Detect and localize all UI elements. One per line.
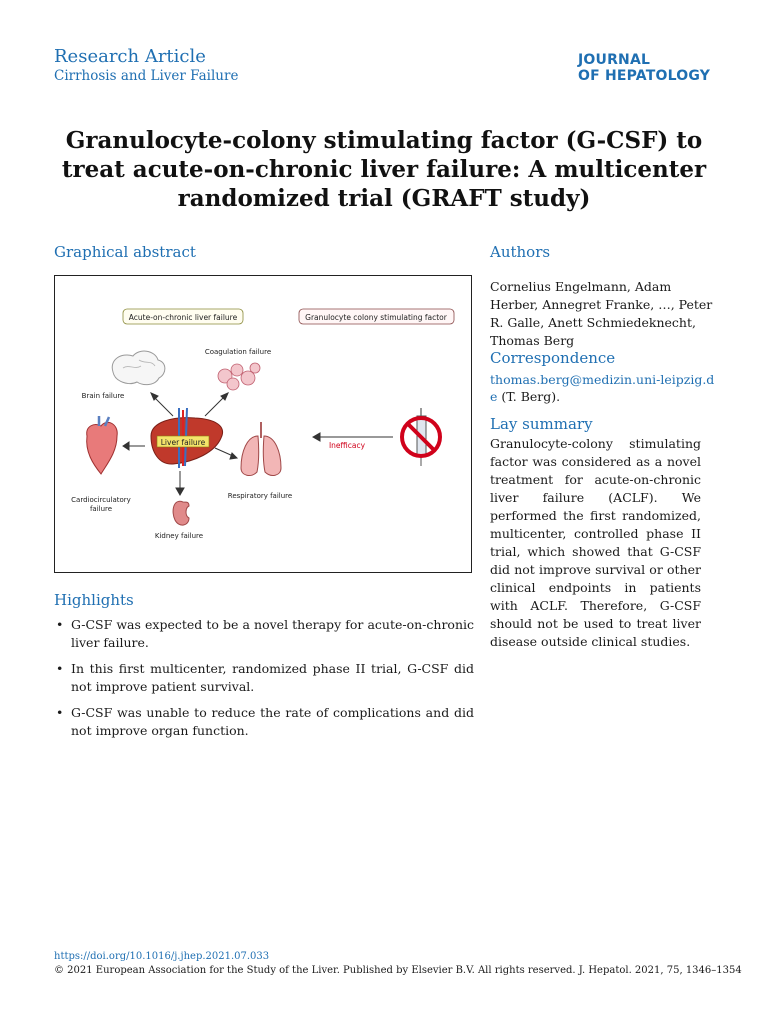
correspondence-email-link[interactable]: thomas.berg@medizin.uni-leipzig.de <box>490 372 715 404</box>
highlight-text: G-CSF was expected to be a novel therapy for acute-on-chronic liver failure. <box>71 617 474 650</box>
authors-list: Cornelius Engelmann, Adam Herber, Annegret Franke, …, Peter R. Galle, Anett Schmiedeknecht, Thomas Berg <box>490 279 713 348</box>
bullet-icon: • <box>56 661 64 676</box>
cardio-label-line1: Cardiocirculatory <box>71 496 131 504</box>
respiratory-label: Respiratory failure <box>227 492 293 500</box>
article-subject: Cirrhosis and Liver Failure <box>54 68 239 84</box>
list-item <box>54 704 474 740</box>
article-type: Research Article <box>54 46 206 67</box>
inefficacy-label: Inefficacy <box>328 441 366 450</box>
correspondence <box>490 371 716 405</box>
bullet-icon: • <box>56 617 64 632</box>
heart-icon <box>87 416 118 474</box>
cardio-label-line2: failure <box>89 505 113 513</box>
gcsf-label: Granulocyte colony stimulating factor <box>305 313 447 322</box>
graphical-abstract-heading: Graphical abstract <box>54 243 196 261</box>
highlights-heading: Highlights <box>54 591 134 609</box>
no-syringe-icon <box>402 408 440 466</box>
list-item <box>54 616 474 652</box>
highlights-list <box>54 616 474 748</box>
coagulation-label: Coagulation failure <box>204 348 272 356</box>
lay-summary-text: Granulocyte-colony stimulating factor was considered as a novel treatment for acute-on-chronic liver failure (ACLF). We performed the first randomized, multicenter, controlled phase II trial, which showed that G-CSF did not improve survival or other clinical endpoints in patients with ACLF. Therefore, G-CSF should not be used to treat liver disease outside clinical studies. <box>490 436 701 649</box>
kidney-label: Kidney failure <box>154 532 204 540</box>
liver-label: Liver failure <box>160 438 206 447</box>
list-item <box>54 660 474 696</box>
authors-heading: Authors <box>490 243 551 261</box>
blood-cells-icon <box>218 363 260 390</box>
highlight-text: G-CSF was unable to reduce the rate of complications and did not improve organ function. <box>71 705 474 738</box>
journal-logo-line1: JOURNAL <box>578 52 651 68</box>
highlight-text: In this first multicenter, randomized phase II trial, G-CSF did not improve patient survival. <box>71 661 474 694</box>
article-title: Granulocyte-colony stimulating factor (G-CSF) to treat acute-on-chronic liver failure: A multicenter randomized trial (GRAFT study) <box>61 127 707 212</box>
lay-summary-heading: Lay summary <box>490 415 593 433</box>
journal-logo-line2: OF HEPATOLOGY <box>578 68 711 84</box>
correspondence-heading: Correspondence <box>490 349 616 367</box>
doi-link[interactable]: https://doi.org/10.1016/j.jhep.2021.07.033 <box>54 951 270 962</box>
brain-label: Brain failure <box>81 392 125 400</box>
graphical-abstract <box>54 275 472 573</box>
aclf-label: Acute-on-chronic liver failure <box>128 313 238 322</box>
correspondence-suffix: (T. Berg). <box>497 389 561 404</box>
kidney-icon <box>173 501 189 525</box>
journal-logo <box>578 52 710 84</box>
lungs-icon <box>241 422 281 475</box>
brain-icon <box>112 351 165 385</box>
copyright-notice: © 2021 European Association for the Study of the Liver. Published by Elsevier B.V. All rights reserved. J. Hepatol. 2021, 75, 1346–1354 <box>54 965 742 976</box>
bullet-icon: • <box>56 705 64 720</box>
